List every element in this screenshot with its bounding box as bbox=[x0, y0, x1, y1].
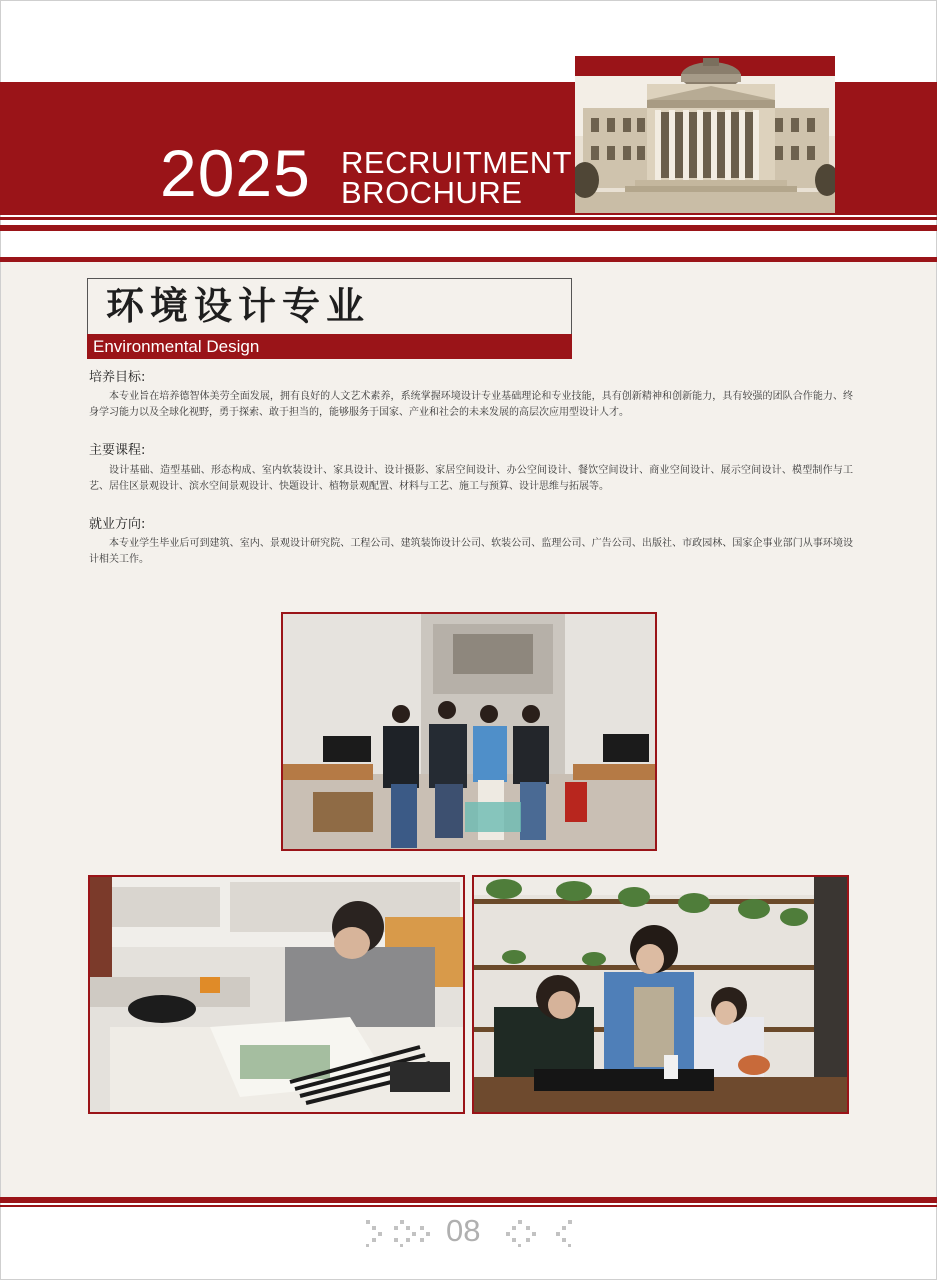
brochure-title-line2: BROCHURE bbox=[341, 175, 523, 210]
careers-heading: 就业方向: bbox=[89, 517, 146, 532]
brochure-title-line1: RECRUITMENT bbox=[341, 145, 573, 180]
header-rule bbox=[0, 225, 937, 231]
footer-rule bbox=[0, 1205, 937, 1207]
group-photo bbox=[281, 612, 657, 851]
careers-paragraph: 本专业学生毕业后可到建筑、室内、景观设计研究院、工程公司、建筑装饰设计公司、软装公司、监理公司、广告公司、出版社、市政园林、国家企事业部门从事环境设计相关工作。 bbox=[89, 538, 853, 565]
plant-workshop-photo bbox=[472, 875, 849, 1114]
header-rule bbox=[0, 217, 937, 220]
objectives-paragraph: 本专业旨在培养德智体美劳全面发展，拥有良好的人文艺术素养，系统掌握环境设计专业基础理论和专业技能，具有创新精神和创新能力，具有较强的团队合作能力、终身学习能力以及全球化视野，勇于探索、敢于担当的，能够服务于国家、产业和社会的未来发展的高层次应用型设计人才。 bbox=[89, 391, 853, 418]
university-building-image bbox=[575, 56, 835, 213]
right-decoration-icon bbox=[504, 1217, 576, 1247]
left-decoration-icon bbox=[364, 1217, 436, 1247]
section-title-cn: 环境设计专业 bbox=[106, 284, 371, 328]
sketching-photo bbox=[88, 875, 465, 1114]
header-rule bbox=[0, 257, 937, 262]
brochure-year: 2025 bbox=[160, 136, 311, 210]
section-title-en: Environmental Design bbox=[93, 337, 260, 356]
page-number: 08 bbox=[446, 1213, 481, 1248]
courses-paragraph: 设计基础、造型基础、形态构成、室内软装设计、家具设计、设计摄影、家居空间设计、办公空间设计、餐饮空间设计、商业空间设计、展示空间设计、模型制作与工艺、居住区景观设计、滨水空间景观设计、快题设计、植物景观配置、材料与工艺、施工与预算、设计思维与拓展等。 bbox=[89, 465, 853, 492]
footer-rule bbox=[0, 1197, 937, 1203]
courses-heading: 主要课程: bbox=[89, 443, 146, 458]
objectives-heading: 培养目标: bbox=[89, 370, 146, 385]
